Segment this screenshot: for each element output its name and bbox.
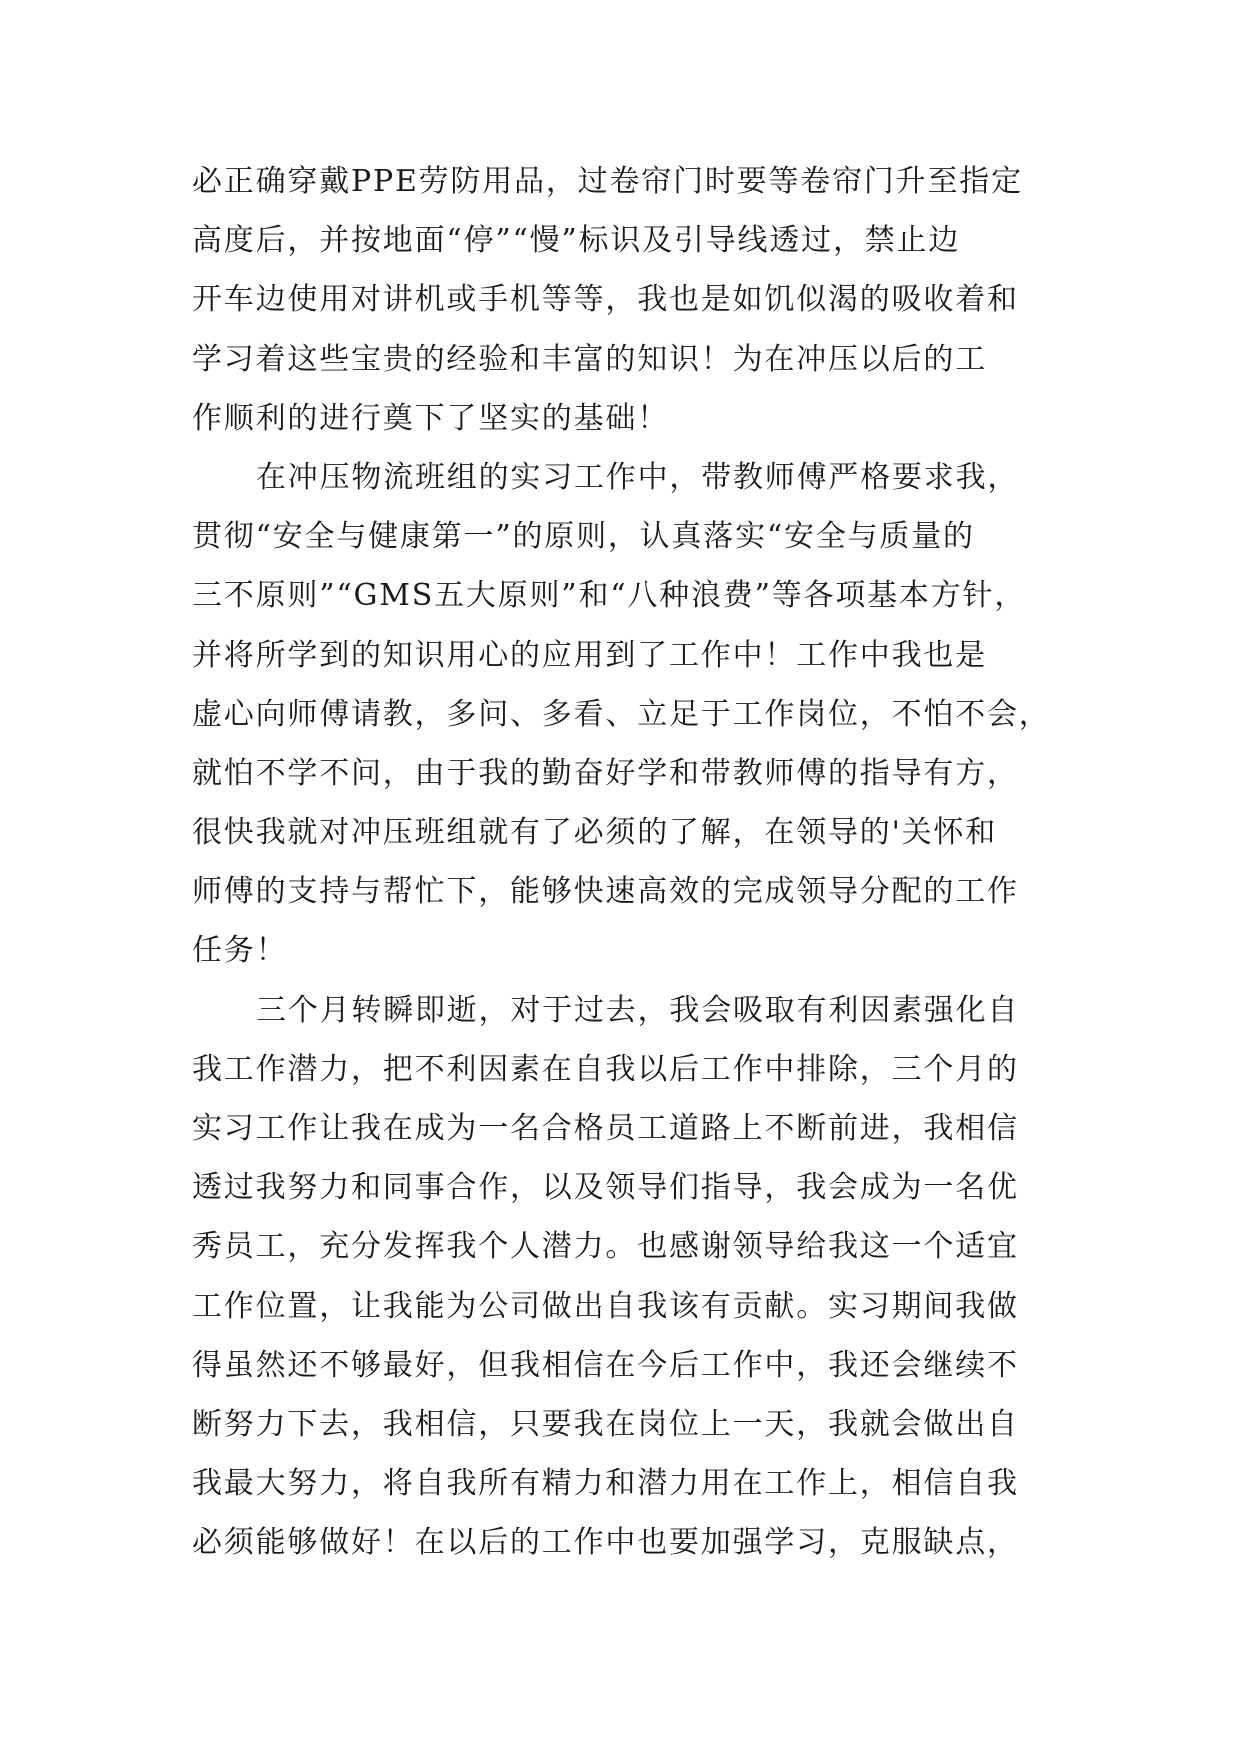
text-line: 断努力下去，我相信，只要我在岗位上一天，我就会做出自 — [192, 1406, 1019, 1442]
text-line: 实习工作让我在成为一名合格员工道路上不断前进，我相信 — [192, 1111, 1019, 1146]
text-line: 虚心向师傅请教，多问、多看、立足于工作岗位，不怕不会， — [192, 696, 1051, 732]
body-text — [192, 152, 1052, 1573]
paragraph-first-line: 三个月转瞬即逝，对于过去，我会吸取有利因素强化自 — [256, 992, 1020, 1028]
text-line: 三不原则”“GMS五大原则”和“八种浪费”等各项基本方针， — [192, 578, 1027, 614]
text-line: 作顺利的进行奠下了坚实的基础！ — [192, 400, 669, 436]
text-line: 透过我努力和同事合作，以及领导们指导，我会成为一名优 — [192, 1170, 1019, 1206]
text-line: 工作位置，让我能为公司做出自我该有贡献。实习期间我做 — [192, 1288, 1019, 1324]
text-line: 我工作潜力，把不利因素在自我以后工作中排除，三个月的 — [192, 1051, 1019, 1087]
text-line: 必正确穿戴PPE劳防用品，过卷帘门时要等卷帘门升至指定 — [192, 164, 1023, 199]
text-line: 学习着这些宝贵的经验和丰富的知识！为在冲压以后的工 — [192, 341, 987, 377]
text-line: 任务！ — [192, 933, 288, 969]
text-line: 秀员工，充分发挥我个人潜力。也感谢领导给我这一个适宜 — [192, 1229, 1019, 1265]
text-line: 就怕不学不问，由于我的勤奋好学和带教师傅的指导有方， — [192, 755, 1019, 791]
text-line: 开车边使用对讲机或手机等等，我也是如饥似渴的吸收着和 — [192, 282, 1019, 318]
text-line: 高度后，并按地面“停”“慢”标识及引导线透过，禁止边 — [192, 223, 961, 259]
text-line: 必须能够做好！在以后的工作中也要加强学习，克服缺点， — [192, 1525, 1019, 1561]
text-line: 很快我就对冲压班组就有了必须的了解，在领导的'关怀和 — [192, 815, 998, 851]
text-line: 我最大努力，将自我所有精力和潜力用在工作上，相信自我 — [192, 1466, 1019, 1502]
text-line: 得虽然还不够最好，但我相信在今后工作中，我还会继续不 — [192, 1347, 1019, 1383]
text-line: 师傅的支持与帮忙下，能够快速高效的完成领导分配的工作 — [192, 874, 1019, 910]
paragraph-first-line: 在冲压物流班组的实习工作中，带教师傅严格要求我， — [256, 459, 1020, 495]
text-line: 并将所学到的知识用心的应用到了工作中！工作中我也是 — [192, 637, 987, 673]
text-line: 贯彻“安全与健康第一”的原则，认真落实“安全与质量的 — [192, 519, 975, 555]
